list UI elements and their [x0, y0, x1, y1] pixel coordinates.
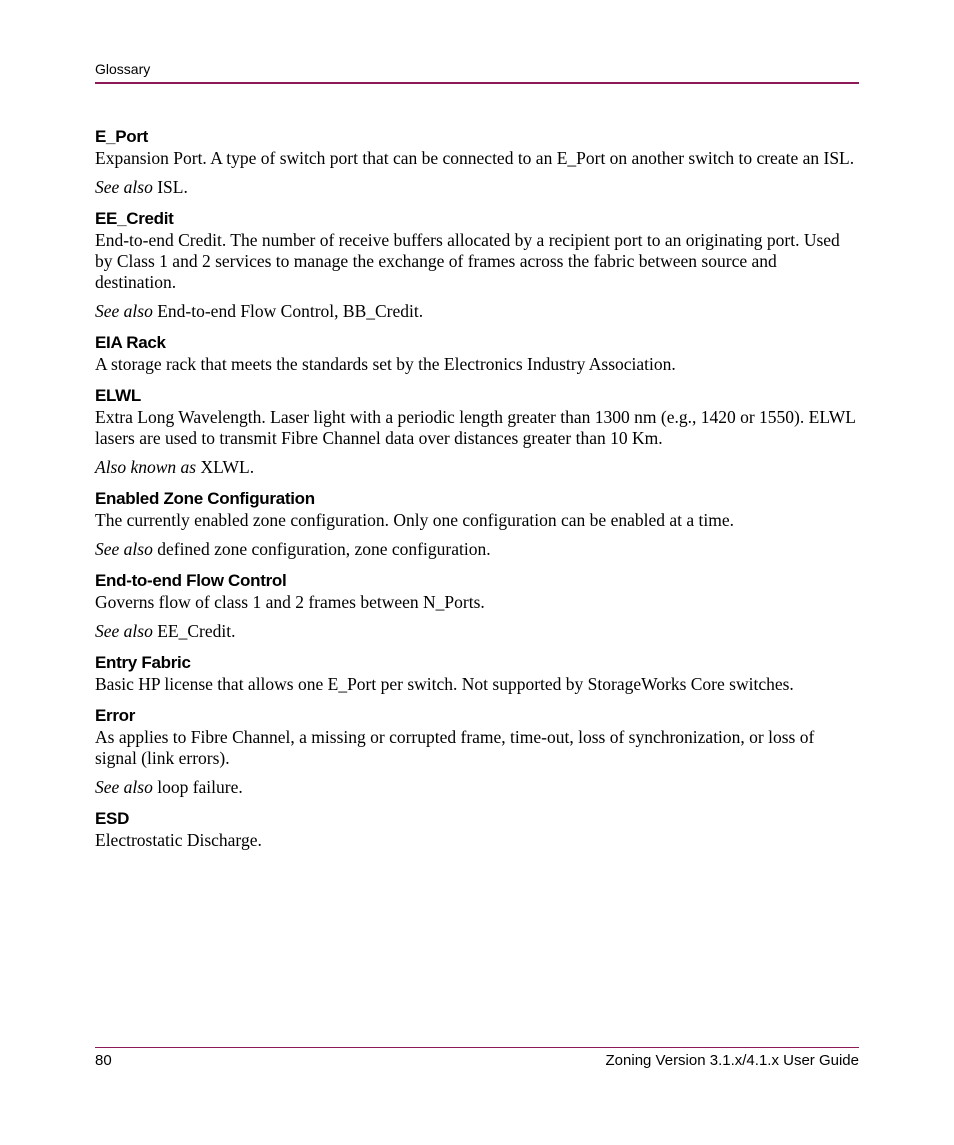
also-known-as-reference: XLWL.	[196, 457, 255, 477]
glossary-term: Enabled Zone Configuration	[95, 489, 315, 508]
glossary-term: End-to-end Flow Control	[95, 571, 287, 590]
see-also-prefix: See also	[95, 621, 153, 641]
glossary-entry-esd	[95, 808, 859, 851]
see-also-note	[95, 177, 859, 198]
glossary-definition: Governs flow of class 1 and 2 frames between N_Ports.	[95, 592, 485, 612]
glossary-term: ELWL	[95, 386, 142, 405]
glossary-term: ESD	[95, 809, 130, 828]
see-also-reference: loop failure.	[152, 777, 243, 797]
glossary-term: EIA Rack	[95, 333, 166, 352]
glossary-definition: Electrostatic Discharge.	[95, 830, 262, 850]
see-also-prefix: See also	[95, 777, 153, 797]
glossary-entry-enabled-zone-configuration	[95, 488, 859, 560]
footer-rule	[95, 1047, 859, 1048]
see-also-note	[95, 539, 859, 560]
page-number: 80	[95, 1052, 112, 1069]
also-known-as-note	[95, 457, 859, 478]
see-also-reference: EE_Credit.	[152, 621, 236, 641]
glossary-content	[95, 126, 859, 861]
see-also-prefix: See also	[95, 301, 153, 321]
glossary-entry-end-to-end-flow-control	[95, 570, 859, 642]
glossary-term: E_Port	[95, 127, 148, 146]
see-also-prefix: See also	[95, 177, 153, 197]
see-also-reference: ISL.	[152, 177, 188, 197]
see-also-note	[95, 621, 859, 642]
header-rule	[95, 82, 859, 84]
glossary-definition: Extra Long Wavelength. Laser light with a periodic length greater than 1300 nm (e.g., 1420 or 1550). ELWL lasers are used to transmit Fibre Channel data over distances greater than 10 Km.	[95, 407, 856, 448]
glossary-term: Error	[95, 706, 136, 725]
see-also-reference: defined zone configuration, zone configuration.	[152, 539, 491, 559]
glossary-definition: Basic HP license that allows one E_Port per switch. Not supported by StorageWorks Core switches.	[95, 674, 794, 694]
see-also-note	[95, 301, 859, 322]
see-also-reference: End-to-end Flow Control, BB_Credit.	[152, 301, 424, 321]
glossary-definition: Expansion Port. A type of switch port that can be connected to an E_Port on another switch to create an ISL.	[95, 148, 855, 168]
glossary-definition: As applies to Fibre Channel, a missing or corrupted frame, time-out, loss of synchronization, or loss of signal (link errors).	[95, 727, 815, 768]
glossary-term: EE_Credit	[95, 209, 174, 228]
glossary-entry-eia-rack	[95, 332, 859, 375]
glossary-entry-error	[95, 705, 859, 798]
see-also-prefix: See also	[95, 539, 153, 559]
glossary-definition: The currently enabled zone configuration. Only one configuration can be enabled at a time.	[95, 510, 734, 530]
also-known-as-prefix: Also known as	[95, 457, 197, 477]
running-header: Glossary	[95, 61, 151, 77]
glossary-entry-entry-fabric	[95, 652, 859, 695]
glossary-entry-elwl	[95, 385, 859, 478]
see-also-note	[95, 777, 859, 798]
glossary-definition: End-to-end Credit. The number of receive buffers allocated by a recipient port to an originating port. Used by Class 1 and 2 services to manage the exchange of frames across the fabric between source and destination.	[95, 230, 840, 292]
glossary-entry-ee-credit	[95, 208, 859, 322]
glossary-definition: A storage rack that meets the standards set by the Electronics Industry Association.	[95, 354, 676, 374]
glossary-term: Entry Fabric	[95, 653, 191, 672]
document-title: Zoning Version 3.1.x/4.1.x User Guide	[605, 1052, 859, 1069]
glossary-entry-e-port	[95, 126, 859, 198]
